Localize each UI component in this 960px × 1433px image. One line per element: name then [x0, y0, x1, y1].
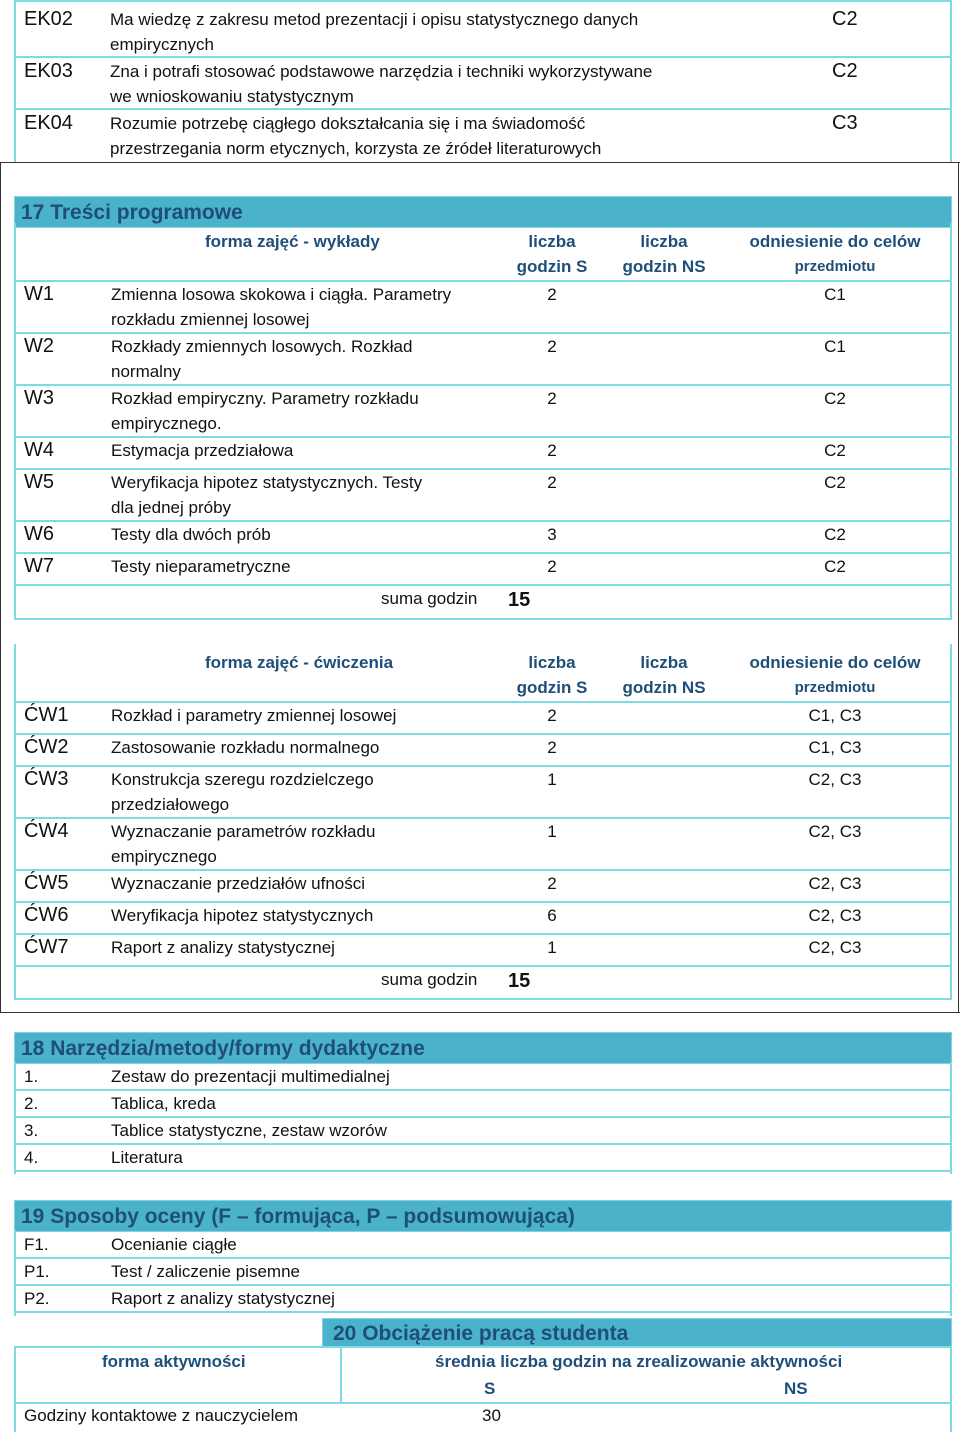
table-border: [950, 223, 952, 618]
list-item: Test / zaliczenie pisemne: [111, 1262, 300, 1281]
row-objectives: C2: [824, 557, 846, 576]
row-topic: Zmienna losowa skokowa i ciągła. Parametry: [111, 285, 452, 304]
table-border: [14, 1346, 16, 1432]
row-hours-s: 6: [547, 906, 557, 925]
row-topic: Wyznaczanie parametrów rozkładu: [111, 822, 376, 841]
row-divider: [14, 618, 952, 620]
row-objectives: C2, C3: [808, 770, 862, 789]
ek-description: empirycznych: [110, 35, 214, 54]
col-header-hours-ns: godzin NS: [622, 678, 706, 697]
ek-code: EK04: [24, 112, 73, 134]
ek-description: we wnioskowaniu statystycznym: [110, 87, 354, 106]
list-item-number: P2.: [24, 1289, 50, 1308]
row-hours-s: 2: [547, 874, 557, 893]
col-header-ns: NS: [784, 1379, 808, 1398]
list-item: Zestaw do prezentacji multimedialnej: [111, 1067, 390, 1086]
row-code: ĆW1: [24, 704, 69, 726]
table-border: [950, 0, 952, 162]
table-border: [14, 0, 952, 2]
section-17-title: 17 Treści programowe: [21, 201, 243, 224]
row-hours-s: 2: [547, 441, 557, 460]
row-topic: Raport z analizy statystycznej: [111, 938, 335, 957]
row-topic: Weryfikacja hipotez statystycznych. Testy: [111, 473, 423, 492]
table-border: [14, 223, 16, 618]
row-hours-s: 2: [547, 285, 557, 304]
row-divider: [14, 998, 952, 1000]
ek-reference: C2: [832, 60, 858, 82]
col-header-hours-ns: liczba: [640, 653, 688, 672]
row-hours-s: 3: [547, 525, 557, 544]
ek-reference: C3: [832, 112, 858, 134]
col-header-hours-ns: godzin NS: [622, 257, 706, 276]
col-header-avg-hours: średnia liczba godzin na zrealizowanie aktywności: [435, 1352, 843, 1371]
ek-code: EK03: [24, 60, 73, 82]
row-objectives: C1, C3: [808, 706, 862, 725]
row-topic: empirycznego.: [111, 414, 222, 433]
row-code: W5: [24, 471, 54, 493]
col-header-hours-ns: liczba: [640, 232, 688, 251]
row-topic: Rozkład empiryczny. Parametry rozkładu: [111, 389, 419, 408]
table-border: [14, 0, 16, 162]
row-objectives: C2: [824, 389, 846, 408]
col-header-objectives: przedmiotu: [794, 258, 876, 275]
table-border: [950, 1230, 952, 1316]
row-topic: Weryfikacja hipotez statystycznych: [111, 906, 374, 925]
ek-description: Rozumie potrzebę ciągłego dokształcania się i ma świadomość: [110, 114, 586, 133]
sum-label: suma godzin: [381, 970, 478, 989]
row-objectives: C1, C3: [808, 738, 862, 757]
list-item: Tablica, kreda: [111, 1094, 216, 1113]
table-border: [14, 1230, 16, 1316]
col-header-objectives: przedmiotu: [794, 679, 876, 696]
row-topic: Estymacja przedziałowa: [111, 441, 294, 460]
section-20-header: [322, 1318, 952, 1348]
col-header-s: S: [484, 1379, 496, 1398]
row-hours-s: 2: [547, 473, 557, 492]
page-border-left: [0, 163, 1, 1013]
row-hours-s: 1: [547, 822, 557, 841]
row-hours-s: 2: [547, 557, 557, 576]
row-hours-s: 2: [547, 706, 557, 725]
row-code: ĆW5: [24, 872, 69, 894]
row-divider: [14, 1311, 952, 1313]
col-header-activity: forma aktywności: [102, 1352, 246, 1371]
row-code: ĆW3: [24, 768, 69, 790]
row-topic: Testy nieparametryczne: [111, 557, 291, 576]
row-divider: [14, 1346, 952, 1348]
col-divider: [340, 1346, 342, 1402]
row-divider: [14, 1170, 952, 1172]
row-topic: Testy dla dwóch prób: [111, 525, 271, 544]
section-divider: [0, 162, 960, 163]
list-item-number: F1.: [24, 1235, 49, 1254]
row-hours-s: 2: [547, 337, 557, 356]
row-divider: [14, 965, 952, 967]
ek-description: Zna i potrafi stosować podstawowe narzędzia i techniki wykorzystywane: [110, 62, 653, 81]
sum-value: 15: [508, 589, 531, 611]
row-topic: przedziałowego: [111, 795, 230, 814]
table-border: [950, 1346, 952, 1432]
sum-value: 15: [508, 970, 531, 992]
ek-description: Ma wiedzę z zakresu metod prezentacji i opisu statystycznego danych: [110, 10, 639, 29]
row-code: ĆW7: [24, 936, 69, 958]
row-topic: Wyznaczanie przedziałów ufności: [111, 874, 366, 893]
ek-description: przestrzegania norm etycznych, korzysta ze źródeł literaturowych: [110, 139, 602, 158]
row-divider: [14, 584, 952, 586]
row-topic: empirycznego: [111, 847, 217, 866]
list-item-number: P1.: [24, 1262, 50, 1281]
list-item: Ocenianie ciągłe: [111, 1235, 237, 1254]
row-code: W3: [24, 387, 54, 409]
col-header-form: forma zajęć - ćwiczenia: [205, 653, 394, 672]
row-objectives: C2: [824, 473, 846, 492]
row-objectives: C2: [824, 441, 846, 460]
row-topic: Rozkład i parametry zmiennej losowej: [111, 706, 397, 725]
row-code: ĆW4: [24, 820, 69, 842]
row-hours-s: 2: [547, 389, 557, 408]
col-header-hours-s: godzin S: [516, 257, 588, 276]
row-objectives: C2: [824, 525, 846, 544]
ek-reference: C2: [832, 8, 858, 30]
section-17-header: [14, 196, 952, 228]
row-hours-s: 1: [547, 770, 557, 789]
ek-code: EK02: [24, 8, 73, 30]
section-18-title: 18 Narzędzia/metody/formy dydaktyczne: [21, 1037, 425, 1060]
row-topic: dla jednej próby: [111, 498, 232, 517]
workload-row-label: Godziny kontaktowe z nauczycielem: [24, 1406, 299, 1425]
row-objectives: C1: [824, 285, 846, 304]
row-hours-s: 2: [547, 738, 557, 757]
table-border: [950, 644, 952, 998]
section-divider: [0, 1012, 960, 1013]
table-border: [14, 644, 16, 998]
section-20-title: 20 Obciążenie pracą studenta: [333, 1322, 629, 1345]
row-hours-s: 1: [547, 938, 557, 957]
list-item: Raport z analizy statystycznej: [111, 1289, 335, 1308]
row-topic: rozkładu zmiennej losowej: [111, 310, 310, 329]
list-item-number: 4.: [24, 1148, 39, 1167]
row-topic: Rozkłady zmiennych losowych. Rozkład: [111, 337, 413, 356]
table-border: [950, 1062, 952, 1174]
row-code: W7: [24, 555, 54, 577]
col-header-objectives: odniesienie do celów: [749, 232, 921, 251]
sum-label: suma godzin: [381, 589, 478, 608]
list-item-number: 3.: [24, 1121, 39, 1140]
row-objectives: C2, C3: [808, 874, 862, 893]
row-code: W4: [24, 439, 54, 461]
row-code: W2: [24, 335, 54, 357]
section-19-header: [14, 1200, 952, 1232]
row-code: ĆW2: [24, 736, 69, 758]
section-18-header: [14, 1032, 952, 1064]
col-header-hours-s: liczba: [528, 653, 576, 672]
list-item: Literatura: [111, 1148, 183, 1167]
table-border: [14, 1062, 16, 1174]
list-item: Tablice statystyczne, zestaw wzorów: [111, 1121, 387, 1140]
row-code: ĆW6: [24, 904, 69, 926]
row-objectives: C2, C3: [808, 938, 862, 957]
list-item-number: 2.: [24, 1094, 39, 1113]
section-19-title: 19 Sposoby oceny (F – formująca, P – podsumowująca): [21, 1205, 575, 1228]
workload-row-s: 30: [482, 1406, 501, 1425]
row-objectives: C1: [824, 337, 846, 356]
row-objectives: C2, C3: [808, 822, 862, 841]
row-topic: Zastosowanie rozkładu normalnego: [111, 738, 380, 757]
row-objectives: C2, C3: [808, 906, 862, 925]
row-topic: Konstrukcja szeregu rozdzielczego: [111, 770, 374, 789]
col-header-form: forma zajęć - wykłady: [205, 232, 380, 251]
col-header-hours-s: liczba: [528, 232, 576, 251]
list-item-number: 1.: [24, 1067, 39, 1086]
row-code: W1: [24, 283, 54, 305]
row-topic: normalny: [111, 362, 181, 381]
col-header-objectives: odniesienie do celów: [749, 653, 921, 672]
page-border-right: [958, 163, 959, 1013]
row-code: W6: [24, 523, 54, 545]
col-header-hours-s: godzin S: [516, 678, 588, 697]
